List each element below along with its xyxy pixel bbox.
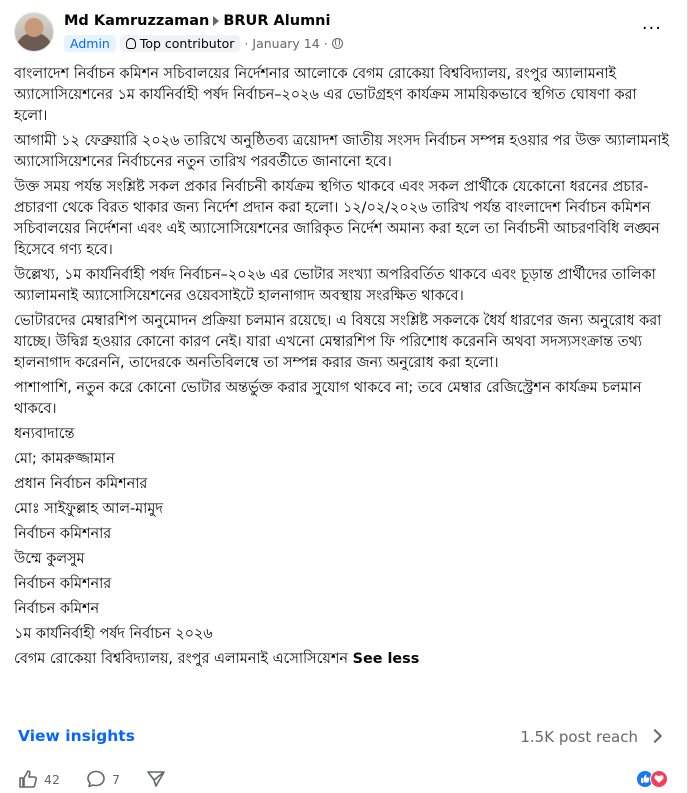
signature-line: মো; কামরুজ্জামান <box>14 451 115 467</box>
view-insights-link[interactable]: View insights <box>18 727 135 745</box>
author-name[interactable]: Md Kamruzzaman <box>64 13 210 29</box>
admin-badge[interactable]: Admin <box>64 35 116 52</box>
signature-line: নির্বাচন কমিশনার <box>14 526 112 542</box>
post-meta <box>64 35 343 52</box>
signature-line: ধন্যবাদান্তে <box>14 426 75 442</box>
reaction-summary[interactable] <box>636 770 668 788</box>
like-button[interactable] <box>18 770 60 788</box>
post-paragraph: উল্লেখ্য, ১ম কার্যনির্বাহী পর্ষদ নির্বাচন–২০২৬ এর ভোটার সংখ্যা অপরিবর্তিত থাকবে এবং চূড়ান্ত প্রার্থীদের তালিকা অ্যালামনাই অ্যাসোসিয়েশনের ওয়েবসাইটে হালনাগাদ অবস্থায় সংরক্ষিত থাকবে। <box>14 267 656 304</box>
more-options-icon[interactable]: ··· <box>641 18 662 39</box>
signature-line: মোঃ সাইফুল্লাহ আল-মামুদ <box>14 501 163 517</box>
signature-line <box>14 649 674 670</box>
signature-line: উম্মে কুলসুম <box>14 551 85 567</box>
like-count: 42 <box>44 771 60 787</box>
author-avatar[interactable] <box>14 12 54 52</box>
see-less-link[interactable]: See less <box>352 651 420 667</box>
post-body <box>14 64 674 674</box>
share-button[interactable] <box>146 770 166 788</box>
author-line <box>64 13 330 29</box>
post-paragraph: পাশাপাশি, নতুন করে কোনো ভোটার অন্তর্ভুক্ত করার সুযোগ থাকবে না; তবে মেম্বার রেজিস্ট্রেশন কার্যক্রম চলমান থাকবে। <box>14 380 642 417</box>
group-name[interactable]: BRUR Alumni <box>223 13 331 29</box>
badge-icon <box>126 38 136 49</box>
signature-line: নির্বাচন কমিশন <box>14 601 100 617</box>
post-header <box>14 12 674 56</box>
top-contributor-badge[interactable] <box>120 35 241 52</box>
post-actions <box>18 770 678 790</box>
post-paragraph: উক্ত সময় পর্যন্ত সংশ্লিষ্ট সকল প্রকার নির্বাচনী কার্যক্রম স্থগিত থাকবে এবং সকল প্রার্থীকে যেকোনো ধরনের প্রচার-প্রচারণা থেকে বিরত থাকার জন্য নির্দেশ প্রদান করা হলো। ১২/০২/২০২৬ তারিখ পর্যন্ত বাংলাদেশ নির্বাচন কমিশন সচিবালয়ের নির্দেশনা এবং এই অ্যাসোসিয়েশনের জারিকৃত নির্দেশ অমান্য করা হলে তা নির্বাচনী আচরণবিধি লঙ্ঘন হিসেবে গণ্য হবে। <box>14 179 660 258</box>
last-line: বেগম রোকেয়া বিশ্ববিদ্যালয়, রংপুর এলামনাই এসোসিয়েশন <box>14 651 348 667</box>
share-arrow-icon <box>146 770 166 788</box>
comment-count: 7 <box>112 771 120 787</box>
arrow-right-icon <box>213 16 219 26</box>
signature-line: নির্বাচন কমিশনার <box>14 576 112 592</box>
signature-line: প্রধান নির্বাচন কমিশনার <box>14 476 148 492</box>
meta-separator: · <box>323 36 328 51</box>
post-reach[interactable]: 1.5K post reach <box>520 728 638 746</box>
meta-separator: · <box>244 36 249 51</box>
love-reaction-icon <box>650 770 668 788</box>
post-paragraph: ভোটারদের মেম্বারশিপ অনুমোদন প্রক্রিয়া চলমান রয়েছে। এ বিষয়ে সংশ্লিষ্ট সকলকে ধৈর্য ধারণের জন্য অনুরোধ করা যাচ্ছে। উদ্বিগ্ন হওয়ার কোনো কারণ নেই। যারা এখনো মেম্বারশিপ ফি পরিশোধ করেননি অথবা সদস্যসংক্রান্ত তথ্য হালনাগাদ করেননি, তাদেরকে অনতিবিলম্বে তা সম্পন্ন করার জন্য অনুরোধ করা হলো। <box>14 313 662 371</box>
thumbs-up-icon <box>640 774 650 784</box>
post-paragraph: বাংলাদেশ নির্বাচন কমিশন সচিবালয়ের নির্দেশনার আলোকে বেগম রোকেয়া বিশ্ববিদ্যালয়, রংপুর অ্যালামনাই অ্যাসোসিয়েশনের ১ম কার্যনির্বাহী পর্ষদ নির্বাচন–২০২৬ এর ভোটগ্রহণ কার্যক্রম সাময়িকভাবে স্থগিত ঘোষণা করা হলো। <box>14 66 637 124</box>
post-paragraph: আগামী ১২ ফেব্রুয়ারি ২০২৬ তারিখে অনুষ্ঠিতব্য ত্রয়োদশ জাতীয় সংসদ নির্বাচন সম্পন্ন হওয়ার পর উক্ত অ্যালামনাই অ্যাসোসিয়েশনের নির্বাচনের নতুন তারিখ পরবর্তীতে জানানো হবে। <box>14 133 669 170</box>
thumbs-up-icon <box>18 770 38 788</box>
comment-bubble-icon <box>86 770 106 788</box>
top-contributor-label: Top contributor <box>139 36 235 51</box>
globe-icon <box>332 38 343 49</box>
heart-icon <box>654 774 664 784</box>
comment-button[interactable] <box>86 770 120 788</box>
signature-line: ১ম কার্যনির্বাহী পর্ষদ নির্বাচন ২০২৬ <box>14 626 213 642</box>
post-date[interactable]: January 14 <box>252 36 320 51</box>
insights-row <box>18 726 668 750</box>
chevron-right-icon[interactable] <box>648 729 662 743</box>
